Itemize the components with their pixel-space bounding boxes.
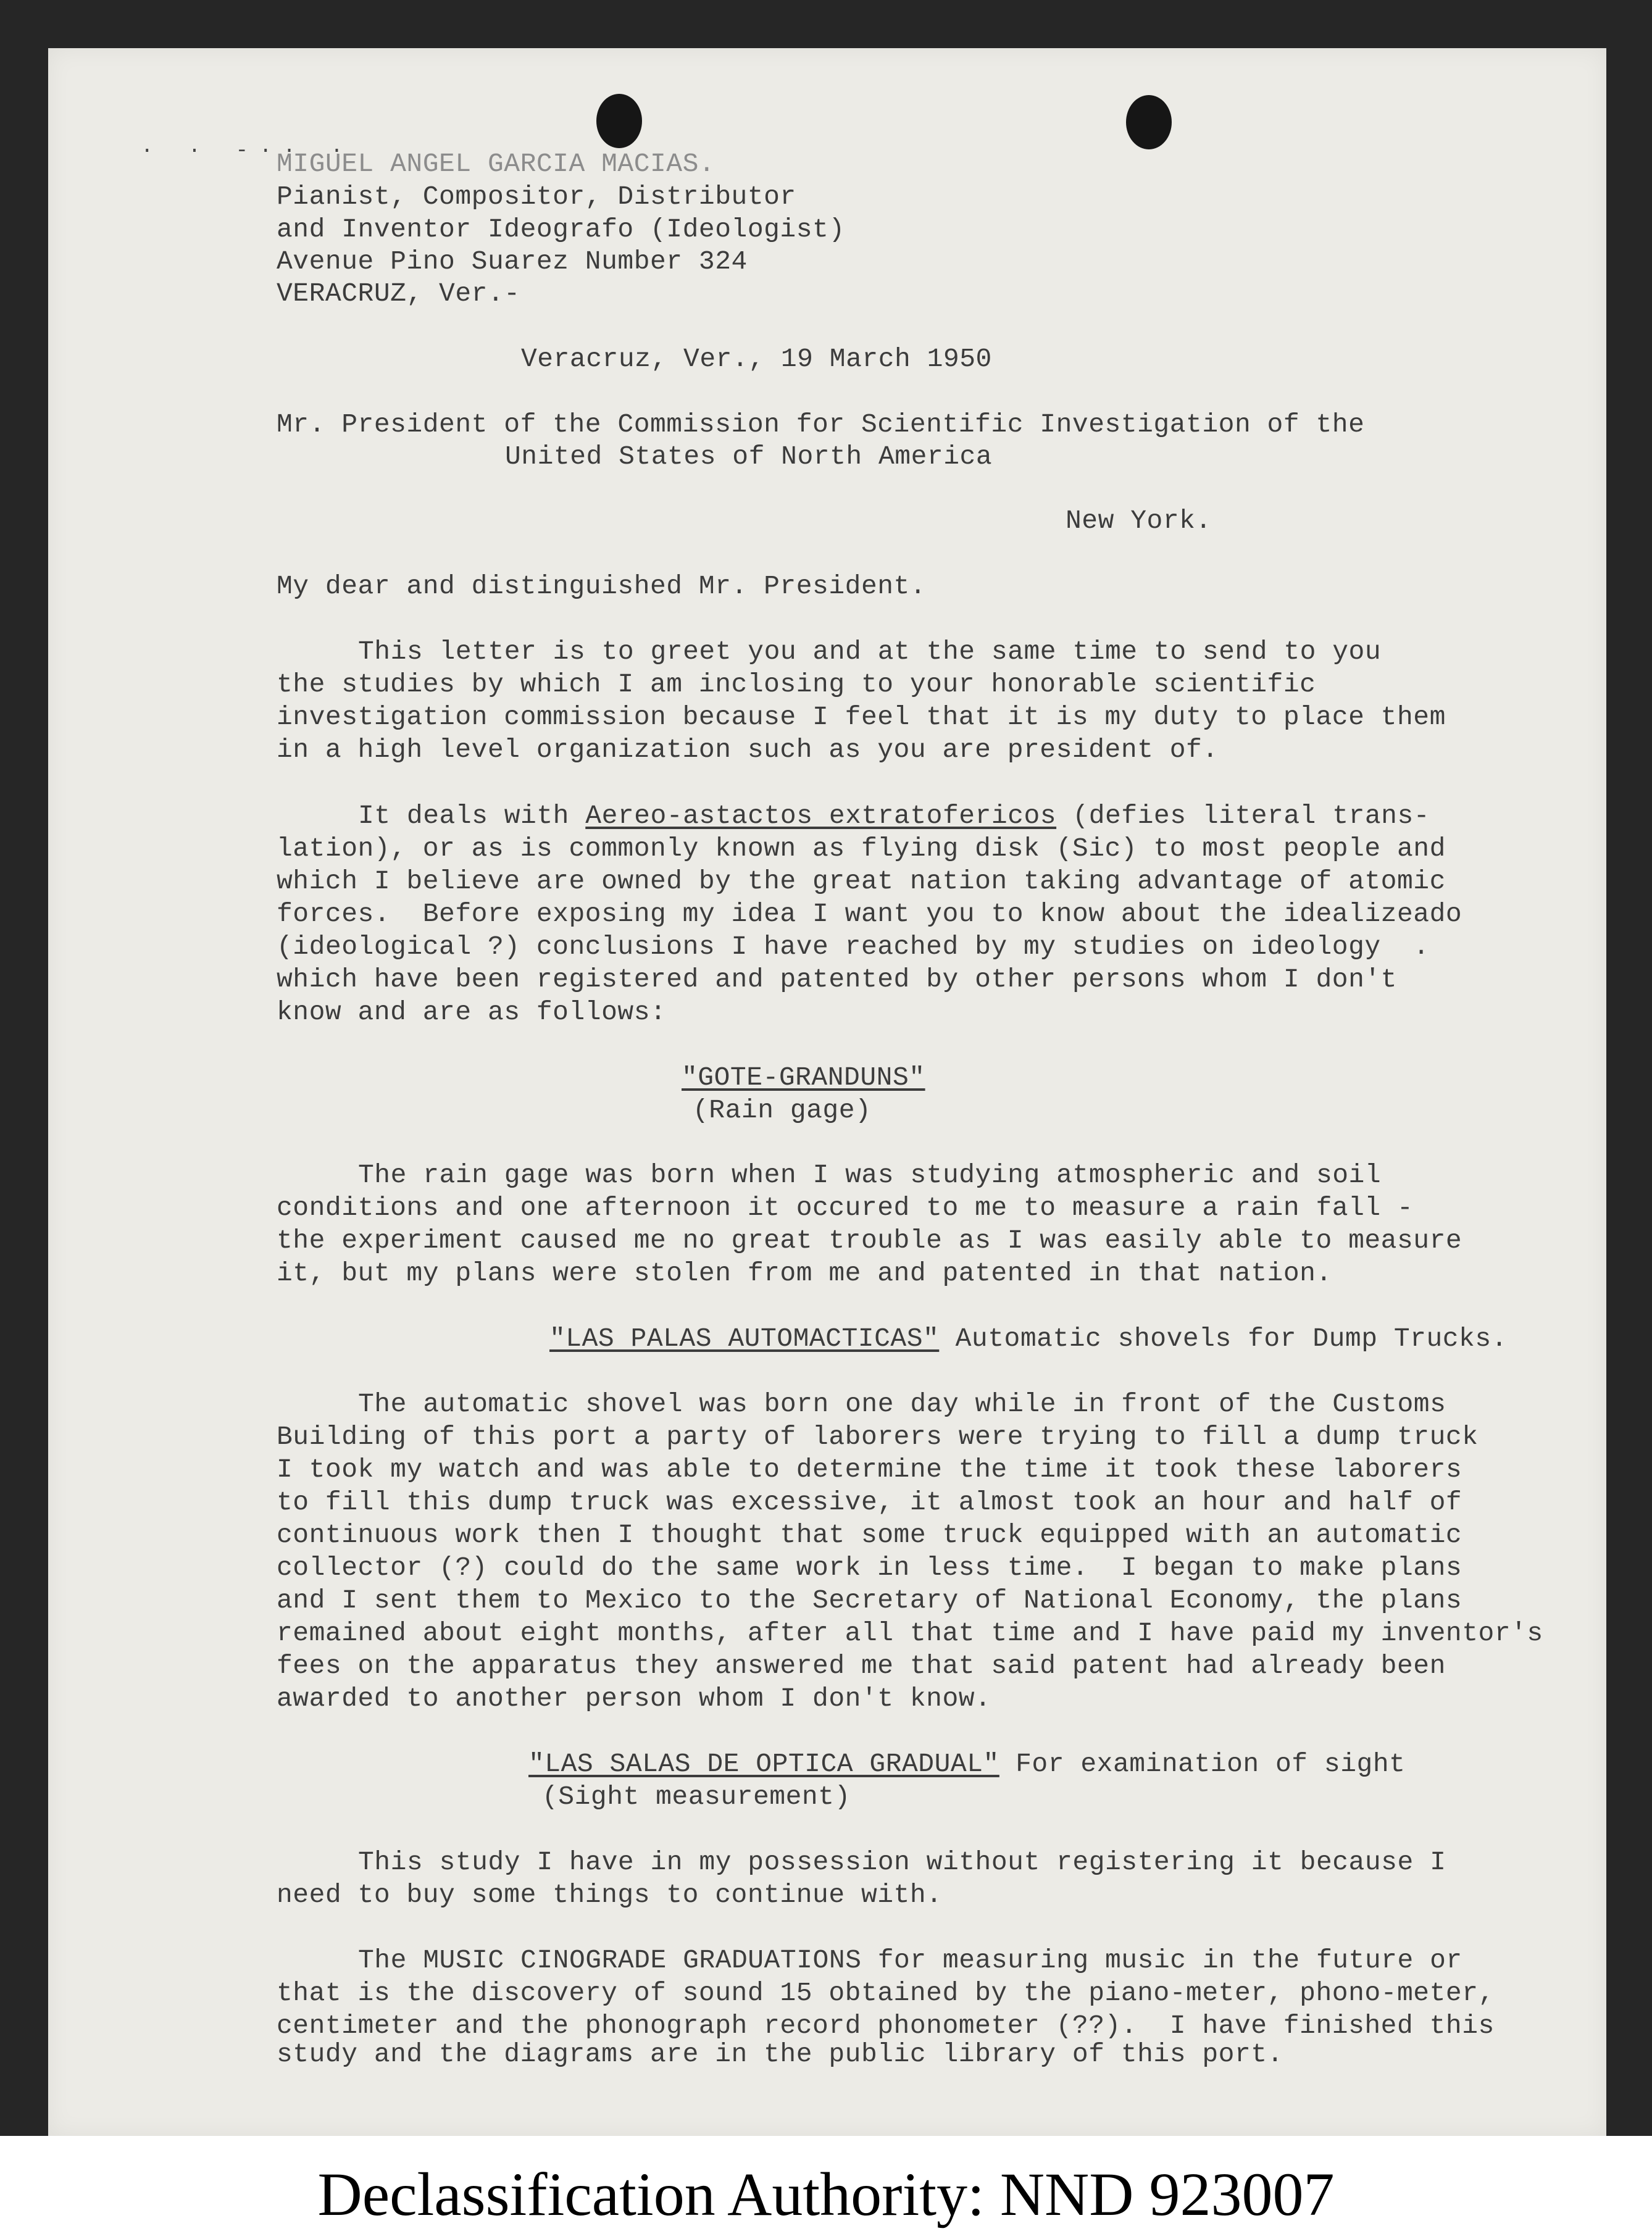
- body-line: that is the discovery of sound 15 obtained by the piano-meter, phono-meter,: [277, 1978, 1495, 2008]
- body-line: the experiment caused me no great trouble as I was easily able to measure: [277, 1225, 1462, 1256]
- section-title-rain-gage: "GOTE-GRANDUNS": [682, 1062, 925, 1093]
- body-line: conditions and one afternoon it occured to me to measure a rain fall -: [277, 1193, 1414, 1223]
- punch-hole-left: [596, 94, 642, 148]
- declassification-label: Declassification Authority: NND 923007: [317, 2160, 1335, 2229]
- body-line: awarded to another person whom I don't know.: [277, 1683, 991, 1714]
- letter-page: [48, 48, 1606, 2136]
- body-line: (ideological ?) conclusions I have reached by my studies on ideology .: [277, 932, 1430, 962]
- paper-specks: · · -·· ·: [141, 140, 354, 163]
- body-line: This study I have in my possession without registering it because I: [358, 1847, 1446, 1877]
- body-line: This letter is to greet you and at the same time to send to you: [358, 636, 1382, 667]
- section-title-line: [528, 1748, 1405, 1780]
- body-line: centimeter and the phonograph record phonometer (??). I have finished this: [277, 2011, 1495, 2041]
- section-title-text: For examination of sight: [999, 1749, 1406, 1779]
- addressee-line: Mr. President of the Commission for Scientific Investigation of the: [277, 409, 1365, 440]
- letterhead-line: Avenue Pino Suarez Number 324: [277, 246, 748, 277]
- date-line: Veracruz, Ver., 19 March 1950: [521, 344, 992, 374]
- body-line: [358, 800, 1430, 832]
- salutation: My dear and distinguished Mr. President.: [277, 571, 927, 601]
- section-title-line: [549, 1323, 1508, 1355]
- body-line: The rain gage was born when I was studying atmospheric and soil: [358, 1160, 1382, 1190]
- section-title-text: Automatic shovels for Dump Trucks.: [939, 1324, 1508, 1354]
- body-line: continuous work then I thought that some truck equipped with an automatic: [277, 1520, 1462, 1550]
- body-line: Building of this port a party of laborers were trying to fill a dump truck: [277, 1422, 1479, 1452]
- body-line: study and the diagrams are in the public library of this port.: [277, 2039, 1283, 2069]
- body-line: and I sent them to Mexico to the Secretary of National Economy, the plans: [277, 1585, 1462, 1616]
- section-subtitle: (Rain gage): [693, 1095, 872, 1125]
- body-line: in a high level organization such as you are president of.: [277, 735, 1219, 765]
- body-line: to fill this dump truck was excessive, it almost took an hour and half of: [277, 1487, 1462, 1517]
- body-line: know and are as follows:: [277, 997, 667, 1027]
- letterhead-line: VERACRUZ, Ver.-: [277, 278, 520, 309]
- body-text: It deals with: [358, 801, 586, 831]
- body-line: need to buy some things to continue with.: [277, 1880, 943, 1910]
- section-title-optics: "LAS SALAS DE OPTICA GRADUAL": [528, 1749, 999, 1779]
- body-line: The automatic shovel was born one day while in front of the Customs: [358, 1389, 1446, 1419]
- section-subtitle: (Sight measurement): [542, 1782, 851, 1812]
- underlined-term: Aereo-astactos extratofericos: [585, 801, 1057, 831]
- letterhead-line: and Inventor Ideografo (Ideologist): [277, 214, 845, 244]
- body-line: The MUSIC CINOGRADE GRADUATIONS for measuring music in the future or: [358, 1945, 1462, 1975]
- declassification-footer: [0, 2136, 1652, 2239]
- letterhead-line: Pianist, Compositor, Distributor: [277, 181, 796, 212]
- letterhead-name: MIGUEL ANGEL GARCIA MACIAS.: [277, 149, 715, 179]
- body-line: which I believe are owned by the great nation taking advantage of atomic: [277, 866, 1446, 896]
- body-line: collector (?) could do the same work in less time. I began to make plans: [277, 1553, 1462, 1583]
- body-line: forces. Before exposing my idea I want you to know about the idealizeado: [277, 899, 1462, 929]
- body-line: it, but my plans were stolen from me and patented in that nation.: [277, 1258, 1332, 1288]
- addressee-city: New York.: [1066, 506, 1212, 536]
- body-line: the studies by which I am inclosing to your honorable scientific: [277, 669, 1316, 699]
- body-line: fees on the apparatus they answered me that said patent had already been: [277, 1651, 1446, 1681]
- body-line: lation), or as is commonly known as flying disk (Sic) to most people and: [277, 833, 1446, 864]
- body-line: investigation commission because I feel that it is my duty to place them: [277, 702, 1446, 732]
- body-text: (defies literal trans-: [1056, 801, 1430, 831]
- body-line: which have been registered and patented by other persons whom I don't: [277, 964, 1397, 994]
- addressee-line: United States of North America: [505, 441, 993, 472]
- punch-hole-right: [1126, 95, 1172, 149]
- section-title-shovels: "LAS PALAS AUTOMACTICAS": [549, 1324, 940, 1354]
- body-line: remained about eight months, after all that time and I have paid my inventor's: [277, 1618, 1543, 1648]
- body-line: I took my watch and was able to determine the time it took these laborers: [277, 1454, 1462, 1485]
